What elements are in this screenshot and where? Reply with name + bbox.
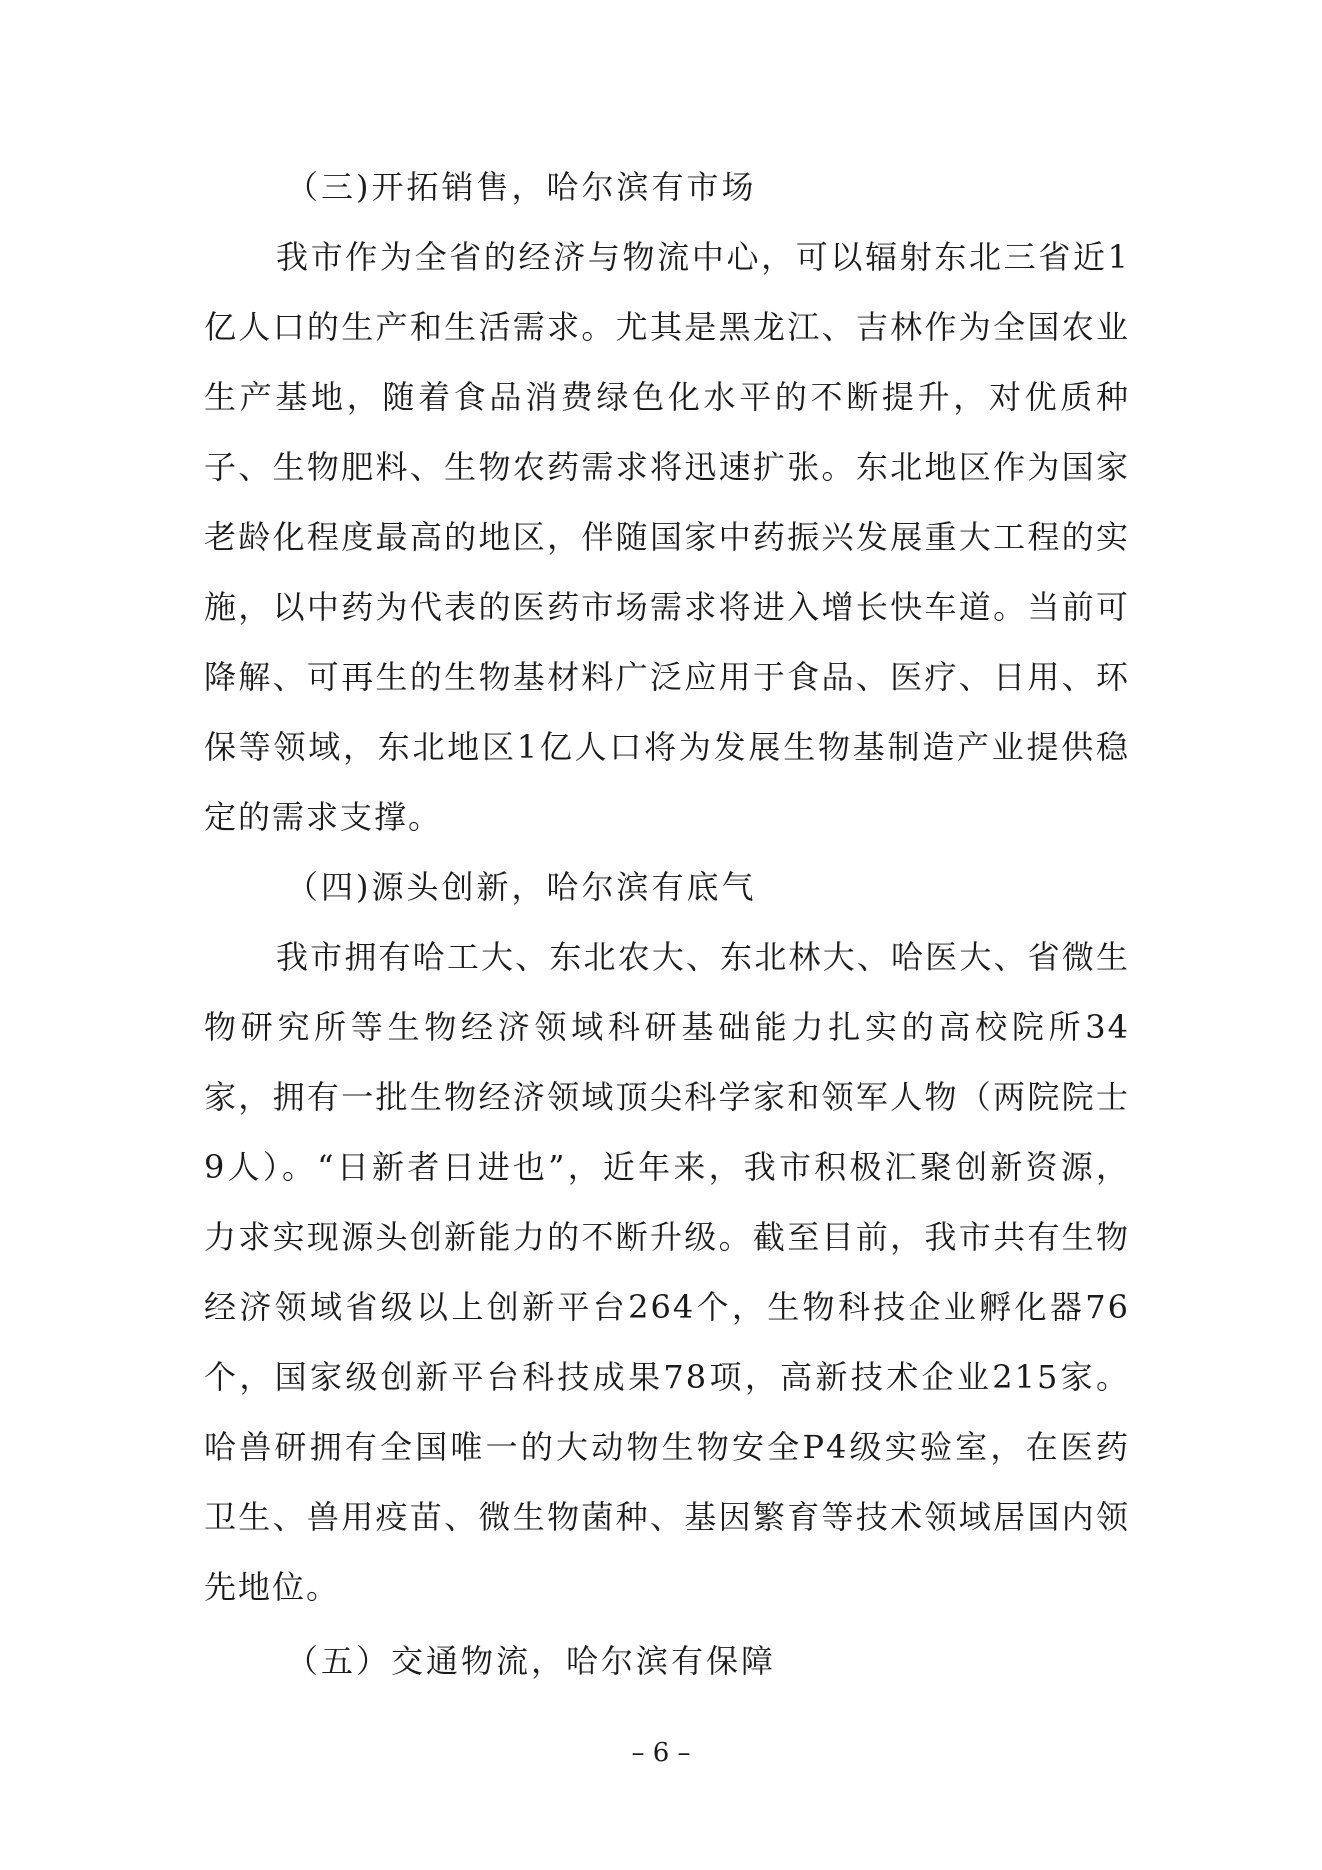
section-paragraph-innovation: 我市拥有哈工大、东北农大、东北林大、哈医大、省微生物研究所等生物经济领域科研基础能力扎实的高校院所34家，拥有一批生物经济领域顶尖科学家和领军人物（两院院士9人）。“日新者日进也”，近年来，我市积极汇聚创新资源，力求实现源头创新能力的不断升级。截至目前，我市共有生物经济领域省级以上创新平台264个，生物科技企业孵化器76个，国家级创新平台科技成果78项，高新技术企业215家。哈兽研拥有全国唯一的大动物生物安全P4级实验室，在医药卫生、兽用疫苗、微生物菌种、基因繁育等技术领域居国内领先地位。 [204, 938, 1130, 1606]
section-heading-logistics: （五）交通物流，哈尔滨有保障 [286, 1642, 777, 1680]
section-paragraph-market: 我市作为全省的经济与物流中心，可以辐射东北三省近1亿人口的生产和生活需求。尤其是黑龙江、吉林作为全国农业生产基地，随着食品消费绿色化水平的不断提升，对优质种子、生物肥料、生物农药需求将迅速扩张。东北地区作为国家老龄化程度最高的地区，伴随国家中药振兴发展重大工程的实施，以中药为代表的医药市场需求将进入增长快车道。当前可降解、可再生的生物基材料广泛应用于食品、医疗、日用、环保等领域，东北地区1亿人口将为发展生物基制造产业提供稳定的需求支撑。 [204, 238, 1130, 836]
section-heading-market: （三)开拓销售，哈尔滨有市场 [286, 168, 757, 206]
page-number: – 6 – [631, 1738, 691, 1768]
document-body [204, 152, 1130, 1696]
section-heading-innovation: （四)源头创新，哈尔滨有底气 [286, 868, 757, 906]
